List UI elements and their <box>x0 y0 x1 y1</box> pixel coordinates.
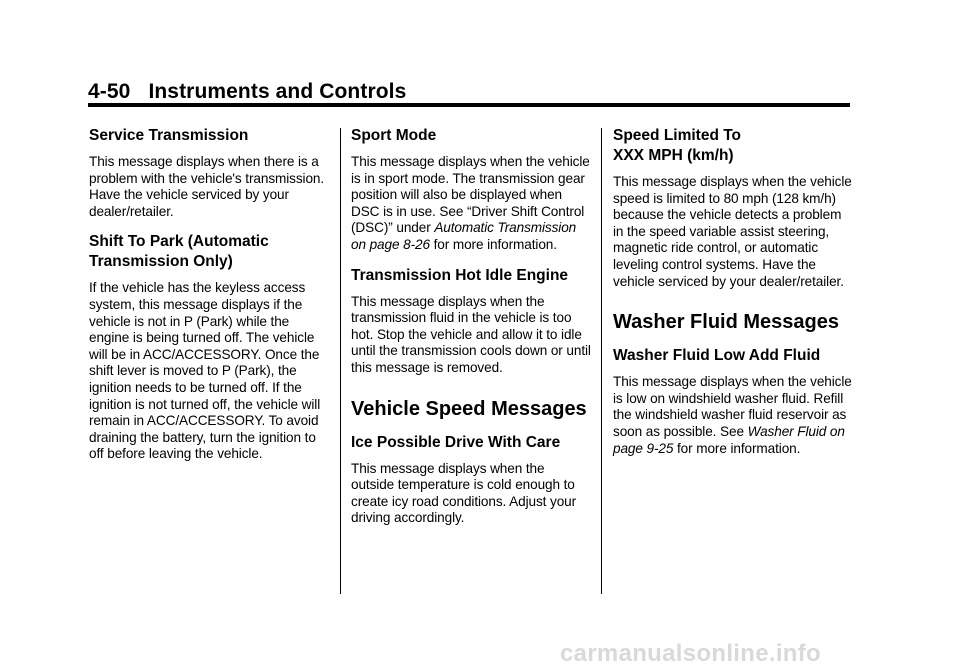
xref-washer-fluid[interactable]: Washer Fluid on page 9-25 <box>613 423 845 456</box>
heading-service-transmission: Service Transmission <box>89 127 249 144</box>
column-2 <box>351 126 591 539</box>
paragraph-ice-possible: This message displays when the outside temperature is cold enough to create icy road conditions. Adjust your driving accordingly. <box>351 460 577 526</box>
paragraph-hot-idle: This message displays when the transmission fluid in the vehicle is too hot. Stop the vehicle and allow it to idle until the transmission cools down or until this message is removed. <box>351 293 591 375</box>
page-number: 4-50 <box>88 80 131 103</box>
column-divider <box>340 128 341 594</box>
paragraph-sport-mode <box>351 154 591 254</box>
heading-speed-limited <box>613 126 853 166</box>
heading-sport-mode: Sport Mode <box>351 127 437 144</box>
watermark: carmanualsonline.info <box>560 640 822 667</box>
speed-limited-line-1: Speed Limited To <box>613 127 742 144</box>
paragraph-washer-fluid-low <box>613 374 853 457</box>
paragraph-service-transmission: This message displays when there is a problem with the vehicle's transmission. Have the vehicle serviced by your dealer/retailer. <box>89 154 325 219</box>
heading-vehicle-speed-messages: Vehicle Speed Messages <box>351 397 587 420</box>
sport-text-a: This message displays when the vehicle is in sport mode. The transmission gear position will also be displayed when DSC is in use. See “Driver Shift Control (DSC)” under <box>351 154 590 236</box>
column-1 <box>89 126 329 475</box>
column-3 <box>613 126 853 469</box>
page-header <box>88 80 406 104</box>
paragraph-speed-limited: This message displays when the vehicle speed is limited to 80 mph (128 km/h) because the vehicle detects a problem in the speed variable assist steering, magnetic ride control, or automatic leveling control systems. Have the vehicle serviced by your dealer/retailer. <box>613 174 852 289</box>
heading-shift-to-park: Shift To Park (Automatic Transmission Only) <box>89 233 269 271</box>
washer-text-b: for more information. <box>673 440 801 456</box>
speed-limited-line-2: XXX MPH (km/h) <box>613 147 734 164</box>
paragraph-shift-to-park: If the vehicle has the keyless access system, this message displays if the vehicle is not in P (Park) while the engine is being turned off. The vehicle will be in ACC/ACCESSORY. Once the shift lever is moved to P (Park), the ignition needs to be turned off. If the ignition is not turned off, the vehicle will remain in ACC/ACCESSORY. To avoid draining the battery, turn the ignition to off before leaving the vehicle. <box>89 280 321 462</box>
sport-text-b: for more information. <box>429 236 557 252</box>
washer-text-a: This message displays when the vehicle is low on windshield washer fluid. Refill the windshield washer fluid reservoir as soon as possible. See <box>613 374 852 439</box>
heading-washer-fluid-low: Washer Fluid Low Add Fluid <box>613 347 821 365</box>
section-title: Instruments and Controls <box>148 80 407 103</box>
heading-ice-possible: Ice Possible Drive With Care <box>351 433 561 451</box>
heading-washer-fluid-messages: Washer Fluid Messages <box>613 311 839 334</box>
column-divider <box>601 128 602 594</box>
header-rule <box>88 103 850 107</box>
xref-automatic-transmission[interactable]: Automatic Transmission on page 8-26 <box>351 220 577 252</box>
heading-hot-idle: Transmission Hot Idle Engine <box>351 266 569 284</box>
